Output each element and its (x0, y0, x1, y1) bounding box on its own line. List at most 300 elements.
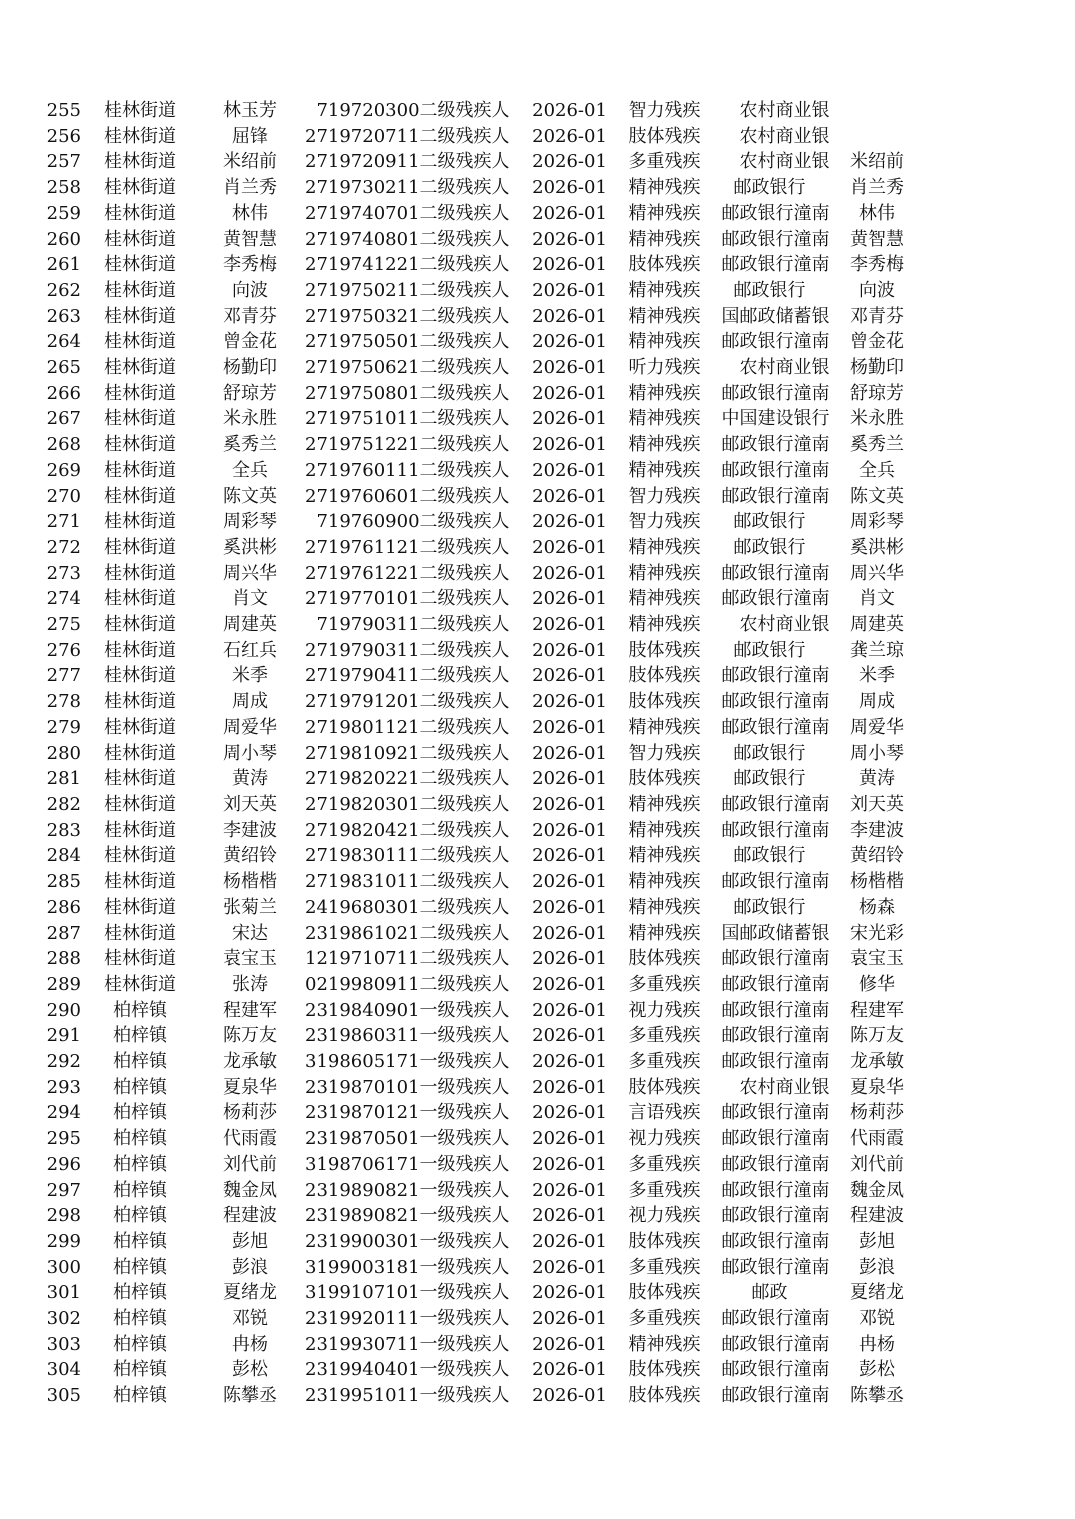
disability-type-cell: 精神残疾 (628, 614, 701, 636)
date-cell: 2026-01 (532, 279, 607, 301)
disability-type-cell: 精神残疾 (628, 408, 701, 430)
id-number-cell (305, 175, 420, 201)
name-cell: 米永胜 (223, 408, 277, 430)
row-number: 291 (46, 1025, 81, 1047)
account-holder-cell: 黄智慧 (850, 228, 905, 250)
id-number-text: 2719740701 (305, 202, 420, 224)
account-holder-cell: 夏泉华 (850, 1076, 905, 1098)
row-number: 284 (46, 845, 81, 867)
disability-level-cell: 二级残疾人 (419, 742, 510, 764)
disability-type-cell: 多重残疾 (628, 1256, 701, 1278)
date-cell: 2026-01 (532, 742, 607, 764)
id-number-cell (305, 98, 420, 124)
bank-cell: 农村商业银 (739, 100, 830, 121)
roster-sheet (0, 98, 1075, 1409)
bank-cell: 邮政银行 (733, 768, 806, 790)
id-number-text: 2719801121 (305, 716, 420, 738)
row-number: 293 (46, 1076, 81, 1098)
disability-level-cell: 二级残疾人 (419, 819, 510, 841)
town-cell: 柏梓镇 (113, 1102, 167, 1124)
bank-cell: 邮政银行潼南 (721, 485, 830, 507)
id-number-cell (305, 1152, 420, 1178)
id-number-text: 2319890821 (305, 1179, 420, 1201)
disability-type-cell: 精神残疾 (628, 1333, 701, 1355)
date-cell: 2026-01 (532, 1230, 607, 1252)
account-holder-cell: 刘天英 (850, 793, 905, 815)
account-holder-cell: 修华 (859, 973, 896, 995)
id-number-cell (305, 998, 420, 1024)
disability-type-cell: 肢体残疾 (628, 665, 701, 687)
name-cell: 邓锐 (232, 1308, 268, 1330)
disability-type-cell: 多重残疾 (628, 151, 701, 173)
id-number-cell (305, 1126, 420, 1152)
disability-level-cell: 一级残疾人 (419, 1128, 510, 1150)
table-row (0, 715, 925, 741)
id-number-cell (305, 278, 420, 304)
disability-level-cell: 二级残疾人 (419, 434, 510, 456)
name-cell: 杨勤印 (223, 357, 277, 379)
id-number-text: 2719790411 (305, 665, 420, 687)
name-cell: 刘代前 (223, 1153, 277, 1175)
row-number: 283 (46, 819, 81, 841)
table-row (0, 638, 925, 664)
id-number-cell (305, 1229, 420, 1255)
town-cell: 桂林街道 (104, 254, 176, 276)
id-number-text: 2719820301 (305, 793, 420, 815)
date-cell: 2026-01 (532, 1076, 607, 1098)
date-cell: 2026-01 (532, 819, 607, 841)
id-number-text: 3198605171 (305, 1051, 420, 1073)
town-cell: 桂林街道 (104, 948, 176, 970)
id-number-text: 2719820221 (305, 768, 420, 790)
id-number-text: 2719831011 (305, 871, 420, 893)
id-number-text: 719760900 (316, 511, 420, 533)
name-cell: 袁宝玉 (223, 948, 277, 970)
name-cell: 曾金花 (223, 331, 277, 353)
table-row (0, 689, 925, 715)
name-cell: 石红兵 (223, 639, 277, 661)
disability-type-cell: 多重残疾 (628, 973, 701, 995)
id-number-text: 2719740801 (305, 228, 420, 250)
id-number-cell (305, 1178, 420, 1204)
bank-cell: 邮政银行潼南 (721, 1385, 830, 1407)
bank-cell: 邮政银行潼南 (721, 1051, 830, 1073)
name-cell: 彭浪 (232, 1256, 268, 1278)
table-row (0, 1152, 925, 1178)
disability-type-cell: 言语残疾 (628, 1102, 701, 1124)
table-row (0, 792, 925, 818)
account-holder-cell: 邓锐 (859, 1308, 896, 1330)
table-row (0, 1229, 925, 1255)
account-holder-cell: 杨楷楷 (850, 871, 905, 893)
bank-cell: 中国建设银行 (721, 408, 830, 430)
name-cell: 黄绍铃 (223, 845, 277, 867)
date-cell: 2026-01 (532, 459, 607, 481)
bank-cell: 农村商业银 (739, 357, 830, 379)
disability-level-cell: 二级残疾人 (419, 536, 510, 558)
table-row (0, 201, 925, 227)
id-number-cell (305, 1049, 420, 1075)
name-cell: 彭旭 (232, 1230, 268, 1252)
id-number-text: 2319870501 (305, 1128, 420, 1150)
name-cell: 周建英 (223, 614, 277, 636)
disability-type-cell: 听力残疾 (628, 357, 701, 379)
name-cell: 陈文英 (223, 485, 277, 507)
row-number: 299 (46, 1230, 81, 1252)
account-holder-cell: 周兴华 (850, 562, 905, 584)
date-cell: 2026-01 (532, 536, 607, 558)
town-cell: 桂林街道 (104, 382, 176, 404)
table-row (0, 509, 925, 535)
account-holder-cell: 程建波 (850, 1205, 905, 1227)
id-number-text: 2419680301 (305, 896, 420, 918)
table-row (0, 406, 925, 432)
id-number-text: 2319930711 (305, 1333, 420, 1355)
bank-cell: 邮政银行潼南 (721, 665, 830, 687)
disability-type-cell: 智力残疾 (628, 742, 701, 764)
date-cell: 2026-01 (532, 1333, 607, 1355)
account-holder-cell: 杨勤印 (850, 357, 905, 379)
id-number-cell (305, 1332, 420, 1358)
row-number: 267 (46, 408, 81, 430)
name-cell: 周小琴 (223, 742, 277, 764)
name-cell: 周兴华 (223, 562, 277, 584)
date-cell: 2026-01 (532, 100, 607, 121)
row-number: 298 (46, 1205, 81, 1227)
date-cell: 2026-01 (532, 305, 607, 327)
row-number: 277 (46, 665, 81, 687)
disability-level-cell: 一级残疾人 (419, 1102, 510, 1124)
date-cell: 2026-01 (532, 1102, 607, 1124)
id-number-text: 2719730211 (305, 177, 420, 199)
id-number-text: 2719760601 (305, 485, 420, 507)
account-holder-cell: 米永胜 (850, 408, 905, 430)
disability-level-cell: 二级残疾人 (419, 459, 510, 481)
date-cell: 2026-01 (532, 511, 607, 533)
account-holder-cell: 肖兰秀 (850, 177, 905, 199)
row-number: 279 (46, 716, 81, 738)
bank-cell: 邮政银行潼南 (721, 1256, 830, 1278)
id-number-text: 2719820421 (305, 819, 420, 841)
row-number: 296 (46, 1153, 81, 1175)
row-number: 278 (46, 691, 81, 713)
table-row (0, 1280, 925, 1306)
account-holder-cell: 周爱华 (850, 716, 905, 738)
disability-type-cell: 精神残疾 (628, 716, 701, 738)
bank-cell: 邮政银行 (733, 177, 806, 199)
disability-level-cell: 一级残疾人 (419, 1333, 510, 1355)
id-number-text: 2319940401 (305, 1359, 420, 1381)
date-cell: 2026-01 (532, 331, 607, 353)
bank-cell: 邮政银行潼南 (721, 254, 830, 276)
bank-cell: 邮政银行潼南 (721, 1025, 830, 1047)
table-row (0, 1357, 925, 1383)
disability-level-cell: 一级残疾人 (419, 1385, 510, 1407)
disability-type-cell: 精神残疾 (628, 279, 701, 301)
id-number-cell (305, 715, 420, 741)
date-cell: 2026-01 (532, 1282, 607, 1304)
bank-cell: 邮政银行 (733, 536, 806, 558)
disability-level-cell: 二级残疾人 (419, 485, 510, 507)
disability-level-cell: 一级残疾人 (419, 1308, 510, 1330)
disability-level-cell: 二级残疾人 (419, 562, 510, 584)
disability-level-cell: 二级残疾人 (419, 382, 510, 404)
date-cell: 2026-01 (532, 357, 607, 379)
date-cell: 2026-01 (532, 691, 607, 713)
id-number-cell (305, 1383, 420, 1409)
bank-cell: 邮政银行潼南 (721, 716, 830, 738)
account-holder-cell: 李秀梅 (850, 254, 905, 276)
id-number-text: 2719741221 (305, 254, 420, 276)
id-number-text: 2319870121 (305, 1102, 420, 1124)
town-cell: 桂林街道 (104, 228, 176, 250)
bank-cell: 国邮政储蓄银 (721, 305, 830, 327)
table-row (0, 766, 925, 792)
table-row (0, 741, 925, 767)
account-holder-cell: 龚兰琼 (850, 639, 905, 661)
name-cell: 舒琼芳 (223, 382, 277, 404)
town-cell: 桂林街道 (104, 151, 176, 173)
account-holder-cell: 陈攀丞 (850, 1385, 905, 1407)
id-number-cell (305, 252, 420, 278)
disability-type-cell: 精神残疾 (628, 588, 701, 610)
name-cell: 林伟 (232, 202, 268, 224)
disability-level-cell: 二级残疾人 (419, 177, 510, 199)
disability-type-cell: 多重残疾 (628, 1153, 701, 1175)
id-number-text: 2719760111 (305, 459, 420, 481)
id-number-cell (305, 149, 420, 175)
name-cell: 张涛 (232, 973, 268, 995)
disability-type-cell: 精神残疾 (628, 562, 701, 584)
id-number-text: 2719720911 (305, 151, 420, 173)
account-holder-cell: 黄涛 (859, 768, 896, 790)
town-cell: 桂林街道 (104, 177, 176, 199)
disability-level-cell: 二级残疾人 (419, 922, 510, 944)
disability-type-cell: 精神残疾 (628, 793, 701, 815)
date-cell: 2026-01 (532, 1205, 607, 1227)
bank-cell: 邮政银行潼南 (721, 1179, 830, 1201)
roster-rows (0, 98, 925, 1409)
disability-level-cell: 二级残疾人 (419, 331, 510, 353)
name-cell: 刘天英 (223, 793, 277, 815)
date-cell: 2026-01 (532, 665, 607, 687)
account-holder-cell: 彭浪 (859, 1256, 896, 1278)
date-cell: 2026-01 (532, 1385, 607, 1407)
row-number: 301 (46, 1282, 81, 1304)
date-cell: 2026-01 (532, 151, 607, 173)
disability-level-cell: 二级残疾人 (419, 511, 510, 533)
id-number-cell (305, 304, 420, 330)
town-cell: 桂林街道 (104, 459, 176, 481)
account-holder-cell: 彭旭 (859, 1230, 896, 1252)
id-number-text: 2319870101 (305, 1076, 420, 1098)
bank-cell: 邮政银行 (733, 896, 806, 918)
name-cell: 陈万友 (223, 1025, 277, 1047)
date-cell: 2026-01 (532, 177, 607, 199)
row-number: 289 (46, 973, 81, 995)
town-cell: 柏梓镇 (113, 1385, 167, 1407)
bank-cell: 邮政银行潼南 (721, 382, 830, 404)
name-cell: 杨楷楷 (223, 871, 277, 893)
id-number-text: 2319860311 (305, 1025, 420, 1047)
name-cell: 夏泉华 (223, 1076, 277, 1098)
date-cell: 2026-01 (532, 948, 607, 970)
table-row (0, 1126, 925, 1152)
bank-cell: 邮政银行潼南 (721, 793, 830, 815)
bank-cell: 国邮政储蓄银 (721, 922, 830, 944)
id-number-cell (305, 1075, 420, 1101)
table-row (0, 586, 925, 612)
bank-cell: 农村商业银 (739, 151, 830, 173)
date-cell: 2026-01 (532, 254, 607, 276)
row-number: 297 (46, 1179, 81, 1201)
disability-type-cell: 肢体残疾 (628, 125, 701, 147)
row-number: 302 (46, 1308, 81, 1330)
account-holder-cell: 周彩琴 (850, 511, 905, 533)
name-cell: 杨莉莎 (223, 1102, 277, 1124)
account-holder-cell: 彭松 (859, 1359, 896, 1381)
date-cell: 2026-01 (532, 408, 607, 430)
id-number-text: 2719750211 (305, 279, 420, 301)
row-number: 295 (46, 1128, 81, 1150)
town-cell: 柏梓镇 (113, 1051, 167, 1073)
name-cell: 屈锋 (232, 125, 268, 147)
town-cell: 桂林街道 (104, 100, 176, 121)
account-holder-cell: 冉杨 (859, 1333, 896, 1355)
date-cell: 2026-01 (532, 922, 607, 944)
name-cell: 肖文 (232, 588, 268, 610)
disability-level-cell: 二级残疾人 (419, 716, 510, 738)
account-holder-cell: 陈文英 (850, 485, 905, 507)
disability-level-cell: 一级残疾人 (419, 1051, 510, 1073)
disability-level-cell: 二级残疾人 (419, 614, 510, 636)
disability-level-cell: 二级残疾人 (419, 793, 510, 815)
row-number: 259 (46, 202, 81, 224)
disability-type-cell: 多重残疾 (628, 1051, 701, 1073)
row-number: 256 (46, 125, 81, 147)
disability-level-cell: 二级残疾人 (419, 896, 510, 918)
disability-level-cell: 一级残疾人 (419, 1179, 510, 1201)
table-row (0, 972, 925, 998)
disability-type-cell: 精神残疾 (628, 434, 701, 456)
table-row (0, 998, 925, 1024)
name-cell: 龙承敏 (223, 1051, 277, 1073)
bank-cell: 邮政 (751, 1282, 788, 1304)
town-cell: 柏梓镇 (113, 1205, 167, 1227)
disability-level-cell: 一级残疾人 (419, 1282, 510, 1304)
town-cell: 柏梓镇 (113, 1282, 167, 1304)
table-row (0, 484, 925, 510)
bank-cell: 邮政银行潼南 (721, 1308, 830, 1330)
disability-level-cell: 一级残疾人 (419, 1230, 510, 1252)
disability-level-cell: 二级残疾人 (419, 665, 510, 687)
bank-cell: 邮政银行 (733, 742, 806, 764)
town-cell: 柏梓镇 (113, 1076, 167, 1098)
row-number: 282 (46, 793, 81, 815)
disability-level-cell: 二级残疾人 (419, 973, 510, 995)
row-number: 294 (46, 1102, 81, 1124)
disability-level-cell: 二级残疾人 (419, 408, 510, 430)
name-cell: 周彩琴 (223, 511, 277, 533)
account-holder-cell: 魏金凤 (850, 1179, 905, 1201)
id-number-cell (305, 869, 420, 895)
id-number-text: 2319890821 (305, 1205, 420, 1227)
table-row (0, 124, 925, 150)
bank-cell: 邮政银行潼南 (721, 819, 830, 841)
row-number: 276 (46, 639, 81, 661)
id-number-cell (305, 689, 420, 715)
disability-type-cell: 视力残疾 (628, 1128, 701, 1150)
row-number: 300 (46, 1256, 81, 1278)
bank-cell: 邮政银行潼南 (721, 1128, 830, 1150)
disability-type-cell: 肢体残疾 (628, 1359, 701, 1381)
id-number-text: 2319951011 (305, 1385, 420, 1407)
id-number-text: 2719720711 (305, 125, 420, 147)
id-number-cell (305, 741, 420, 767)
disability-level-cell: 一级残疾人 (419, 1025, 510, 1047)
disability-type-cell: 精神残疾 (628, 177, 701, 199)
row-number: 305 (46, 1385, 81, 1407)
id-number-text: 2719761121 (305, 536, 420, 558)
town-cell: 桂林街道 (104, 331, 176, 353)
row-number: 281 (46, 768, 81, 790)
date-cell: 2026-01 (532, 1153, 607, 1175)
name-cell: 周爱华 (223, 716, 277, 738)
town-cell: 柏梓镇 (113, 1128, 167, 1150)
date-cell: 2026-01 (532, 1256, 607, 1278)
id-number-text: 2319861021 (305, 922, 420, 944)
disability-type-cell: 多重残疾 (628, 1179, 701, 1201)
table-row (0, 818, 925, 844)
name-cell: 奚秀兰 (223, 434, 277, 456)
id-number-text: 2719790311 (305, 639, 420, 661)
name-cell: 奚洪彬 (223, 536, 277, 558)
town-cell: 柏梓镇 (113, 999, 167, 1021)
row-number: 269 (46, 459, 81, 481)
account-holder-cell: 米季 (859, 665, 896, 687)
disability-level-cell: 二级残疾人 (419, 948, 510, 970)
id-number-text: 2719751011 (305, 408, 420, 430)
id-number-text: 1219710711 (305, 948, 420, 970)
account-holder-cell: 奚秀兰 (850, 434, 905, 456)
bank-cell: 邮政银行潼南 (721, 331, 830, 353)
disability-level-cell: 二级残疾人 (419, 228, 510, 250)
id-number-text: 3199107101 (305, 1282, 420, 1304)
date-cell: 2026-01 (532, 228, 607, 250)
table-row (0, 535, 925, 561)
date-cell: 2026-01 (532, 1025, 607, 1047)
disability-type-cell: 智力残疾 (628, 485, 701, 507)
disability-type-cell: 精神残疾 (628, 896, 701, 918)
id-number-cell (305, 766, 420, 792)
bank-cell: 邮政银行潼南 (721, 1333, 830, 1355)
town-cell: 桂林街道 (104, 716, 176, 738)
date-cell: 2026-01 (532, 871, 607, 893)
date-cell: 2026-01 (532, 125, 607, 147)
account-holder-cell (830, 98, 925, 124)
account-holder-cell (830, 124, 925, 150)
row-number: 265 (46, 357, 81, 379)
account-holder-cell: 龙承敏 (850, 1051, 905, 1073)
town-cell: 桂林街道 (104, 973, 176, 995)
date-cell: 2026-01 (532, 614, 607, 636)
id-number-cell (305, 843, 420, 869)
row-number: 273 (46, 562, 81, 584)
row-number: 303 (46, 1333, 81, 1355)
table-row (0, 1023, 925, 1049)
disability-type-cell: 精神残疾 (628, 331, 701, 353)
disability-type-cell: 视力残疾 (628, 1205, 701, 1227)
